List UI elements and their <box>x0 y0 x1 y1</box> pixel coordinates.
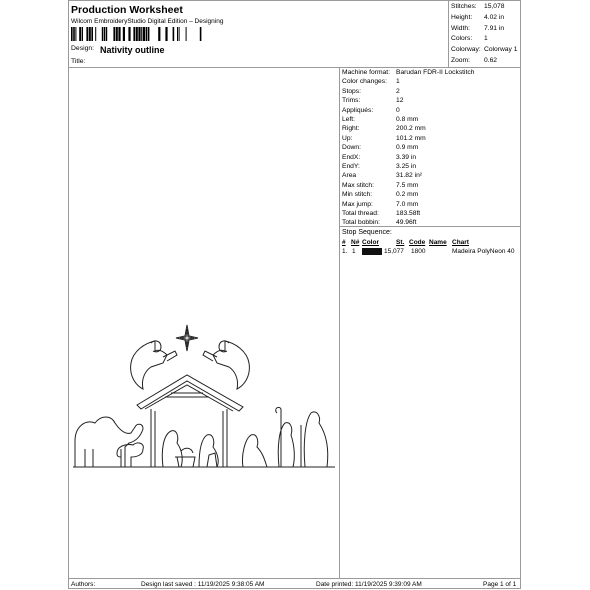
detail-value: 31.82 in² <box>396 172 423 180</box>
row-number: 1. <box>342 248 348 255</box>
stat-label: Height: <box>451 13 473 21</box>
detail-label: Appliqués: <box>342 106 374 114</box>
detail-row <box>340 181 520 190</box>
row-code: 1800 <box>411 248 426 255</box>
footer-page: Page 1 of 1 <box>483 580 517 588</box>
detail-value: 200.2 mm <box>396 125 426 133</box>
detail-row <box>340 87 520 96</box>
detail-value: 12 <box>396 97 404 105</box>
detail-label: Min stitch: <box>342 191 373 199</box>
stop-sequence-label: Stop Sequence: <box>342 229 392 236</box>
stats-box <box>448 0 521 68</box>
stat-label: Width: <box>451 24 470 32</box>
col-stitches: St. <box>396 239 405 246</box>
stat-value: 0.62 <box>484 57 498 64</box>
detail-row <box>340 190 520 199</box>
row-needle: 1 <box>352 248 356 255</box>
page-title: Production Worksheet <box>71 4 183 16</box>
detail-value: 49.96ft <box>396 219 417 227</box>
row-chart: Madeira PolyNeon 40 <box>452 248 515 255</box>
header-box <box>68 0 449 68</box>
detail-row <box>340 134 520 143</box>
stop-sequence-row <box>340 248 520 257</box>
detail-label: Max stitch: <box>342 181 374 189</box>
stat-label: Colors: <box>451 35 473 43</box>
detail-row <box>340 143 520 152</box>
design-label: Design: <box>71 45 95 52</box>
stat-row <box>449 3 520 13</box>
stat-row <box>449 25 520 35</box>
stat-row <box>449 14 520 24</box>
software-subtitle: Wilcom EmbroideryStudio Digital Edition – Designing <box>71 18 224 25</box>
details-box <box>339 67 521 227</box>
stat-label: Zoom: <box>451 57 470 64</box>
barcode <box>71 27 203 41</box>
col-name: Name <box>429 239 447 246</box>
design-preview <box>68 67 340 579</box>
stat-row <box>449 57 520 67</box>
col-needle: N# <box>351 239 360 246</box>
stat-label: Stitches: <box>451 3 477 10</box>
detail-value: 0.9 mm <box>396 144 419 152</box>
detail-value: 183.58ft <box>396 210 421 217</box>
detail-label: EndY: <box>342 163 360 170</box>
detail-row <box>340 115 520 124</box>
detail-row <box>340 209 520 218</box>
detail-label: Color changes: <box>342 78 387 86</box>
detail-row <box>340 200 520 209</box>
detail-value: 0.8 mm <box>396 116 419 123</box>
detail-row <box>340 162 520 171</box>
stat-label: Colorway: <box>451 46 481 54</box>
detail-label: Area <box>342 172 357 180</box>
stat-value: 4.02 in <box>484 13 505 21</box>
stop-sequence-header <box>340 239 520 248</box>
detail-value: 1 <box>396 78 400 86</box>
detail-label: Stops: <box>342 87 361 95</box>
detail-value: 2 <box>396 87 400 95</box>
title-label: Title: <box>71 58 86 65</box>
worksheet <box>68 0 521 590</box>
detail-label: Right: <box>342 125 360 133</box>
detail-label: Total thread: <box>342 210 379 217</box>
footer-authors: Authors: <box>71 580 96 588</box>
color-swatch <box>362 248 382 255</box>
detail-label: Up: <box>342 134 353 142</box>
detail-label: Max jump: <box>342 200 373 208</box>
row-stitches: 15,077 <box>384 248 404 255</box>
stat-value: 7.91 in <box>484 24 505 32</box>
detail-value: 0.2 mm <box>396 191 419 199</box>
col-code: Code <box>409 239 426 246</box>
stat-value: Colorway 1 <box>484 46 518 54</box>
detail-row <box>340 77 520 86</box>
detail-value: 7.5 mm <box>396 181 419 189</box>
detail-row <box>340 106 520 115</box>
stat-value: 15,078 <box>484 3 505 10</box>
detail-label: EndX: <box>342 153 361 161</box>
detail-label: Trims: <box>342 97 361 105</box>
detail-value: 7.0 mm <box>396 200 419 208</box>
detail-row <box>340 124 520 133</box>
detail-value: 101.2 mm <box>396 134 426 142</box>
stat-row <box>449 46 520 56</box>
stop-sequence-box <box>339 226 521 579</box>
detail-value: 3.39 in <box>396 153 417 161</box>
col-chart: Chart <box>452 239 469 246</box>
detail-label: Down: <box>342 144 361 152</box>
detail-row <box>340 96 520 105</box>
detail-label: Left: <box>342 116 356 123</box>
detail-row <box>340 153 520 162</box>
detail-row <box>340 171 520 180</box>
footer <box>68 578 521 589</box>
detail-value: Barudan FDR-II Lockstitch <box>396 69 475 76</box>
nativity-design-image <box>71 323 339 469</box>
design-name: Nativity outline <box>100 45 165 55</box>
footer-saved: Design last saved : 11/19/2025 9:38:05 AM <box>141 580 265 588</box>
detail-value: 3.25 in <box>396 163 417 170</box>
stat-value: 1 <box>484 35 488 43</box>
detail-row <box>340 68 520 77</box>
detail-label: Machine format: <box>342 69 390 76</box>
stat-row <box>449 35 520 45</box>
col-color: Color <box>362 239 379 246</box>
col-number: # <box>342 239 346 246</box>
footer-printed: Date printed: 11/19/2025 9:39:09 AM <box>316 580 422 588</box>
detail-label: Total bobbin: <box>342 219 380 227</box>
detail-value: 0 <box>396 106 400 114</box>
